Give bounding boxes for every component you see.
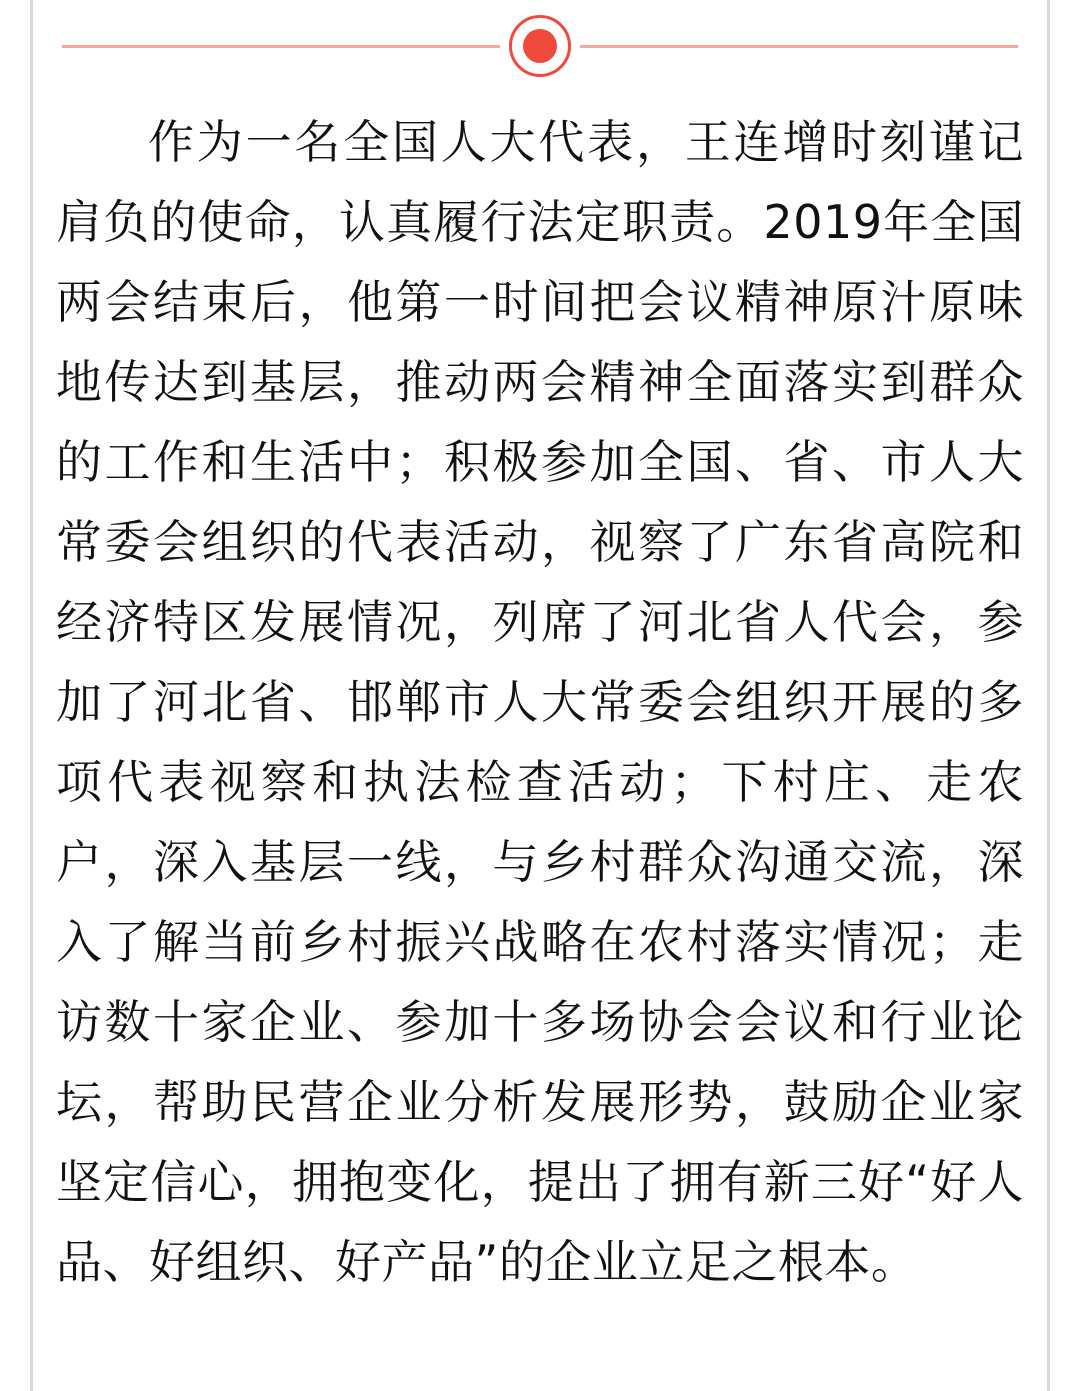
top-divider-ornament bbox=[0, 0, 1080, 92]
divider-line-right bbox=[580, 45, 1018, 48]
divider-line-left bbox=[62, 45, 500, 48]
right-vertical-rule bbox=[1047, 0, 1050, 1391]
circle-dot-icon bbox=[523, 29, 557, 63]
article-paragraph: 作为一名全国人大代表，王连增时刻谨记肩负的使命，认真履行法定职责。2019年全国两会结束后，他第一时间把会议精神原汁原味地传达到基层，推动两会精神全面落实到群众的工作和生活中；积极参加全国、省、市人大常委会组织的代表活动，视察了广东省高院和经济特区发展情况，列席了河北省人代会，参加了河北省、邯郸市人大常委会组织开展的多项代表视察和执法检查活动；下村庄、走农户，深入基层一线，与乡村群众沟通交流，深入了解当前乡村振兴战略在农村落实情况；走访数十家企业、参加十多场协会会议和行业论坛，帮助民营企业分析发展形势，鼓励企业家坚定信心，拥抱变化，提出了拥有新三好“好人品、好组织、好产品”的企业立足之根本。 bbox=[56, 115, 1024, 1289]
article-body bbox=[0, 92, 1080, 1302]
left-vertical-rule bbox=[30, 0, 33, 1391]
